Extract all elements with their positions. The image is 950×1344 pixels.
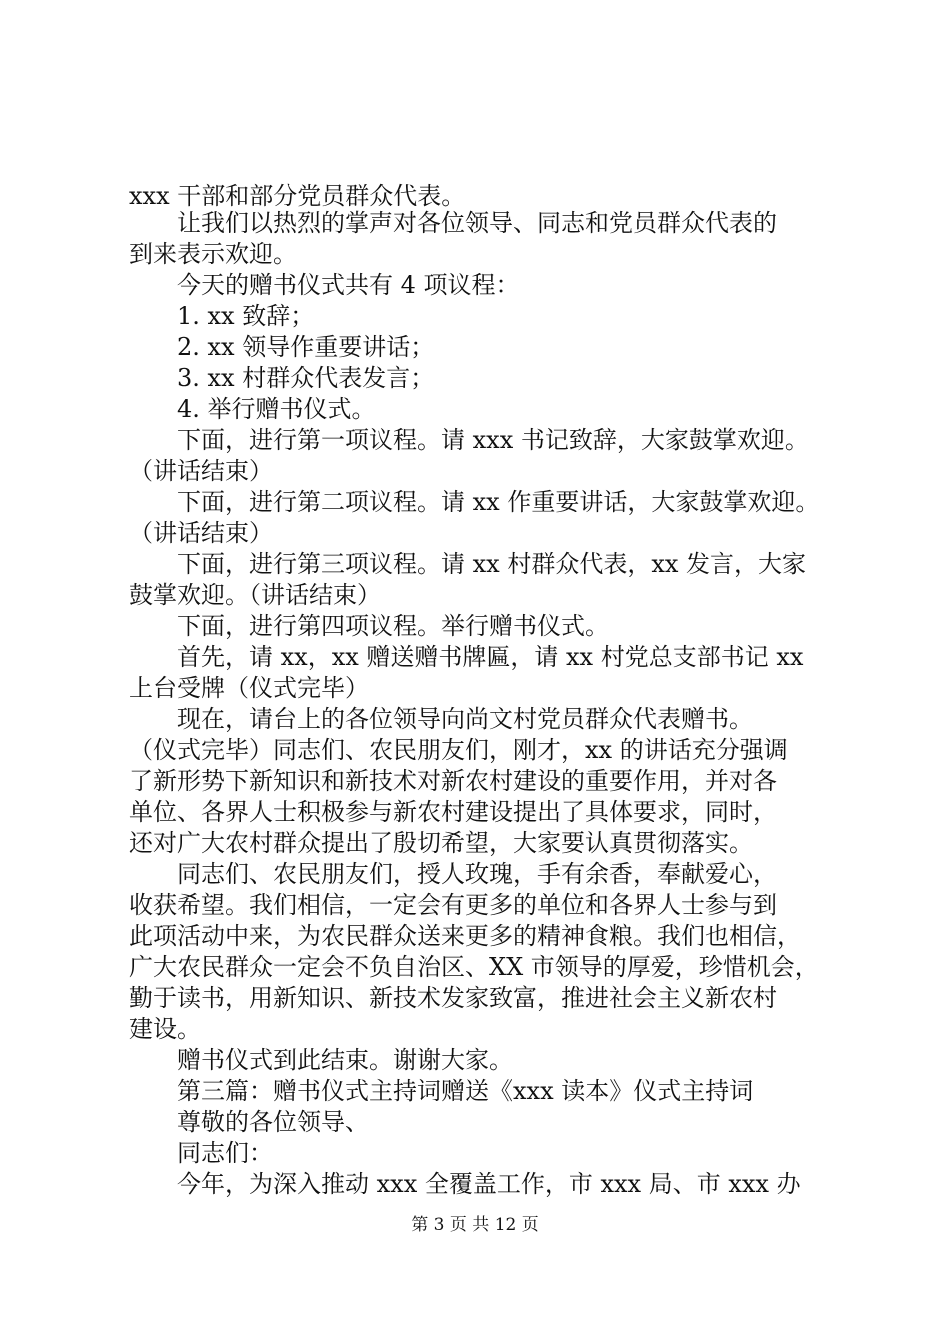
text-line: 今天的赠书仪式共有 4 项议程： [129,271,520,299]
text-line: 下面，进行第四项议程。举行赠书仪式。 [129,612,609,640]
text-line: 同志们： [129,1139,273,1167]
text-line: 建设。 [129,1015,201,1043]
text-line: 今年，为深入推动 xxx 全覆盖工作，市 xxx 局、市 xxx 办 [129,1170,801,1198]
text-line: 还对广大农村群众提出了殷切希望，大家要认真贯彻落实。 [129,829,753,857]
text-line: （仪式完毕）同志们、农民朋友们，刚才，xx 的讲话充分强调 [129,736,788,764]
text-line: 4. 举行赠书仪式。 [129,395,376,423]
text-line: 到来表示欢迎。 [129,240,297,268]
text-line: 下面，进行第一项议程。请 xxx 书记致辞，大家鼓掌欢迎。 [129,426,809,454]
page-footer: 第 3 页 共 12 页 [411,1215,539,1235]
text-line: 了新形势下新知识和新技术对新农村建设的重要作用，并对各 [129,767,777,795]
text-line: 现在，请台上的各位领导向尚文村党员群众代表赠书。 [129,705,753,733]
text-line: 首先，请 xx，xx 赠送赠书牌匾，请 xx 村党总支部书记 xx [129,643,804,671]
text-line: 2. xx 领导作重要讲话； [129,333,435,361]
text-line: 第三篇：赠书仪式主持词赠送《xxx 读本》仪式主持词 [129,1077,754,1105]
text-line: 尊敬的各位领导、 [129,1108,369,1136]
text-line: 下面，进行第三项议程。请 xx 村群众代表，xx 发言，大家 [129,550,807,578]
text-line: 让我们以热烈的掌声对各位领导、同志和党员群众代表的 [129,209,777,237]
text-line: 下面，进行第二项议程。请 xx 作重要讲话，大家鼓掌欢迎。 [129,488,820,516]
text-line: 勤于读书，用新知识、新技术发家致富，推进社会主义新农村 [129,984,777,1012]
text-line: 1. xx 致辞； [129,302,315,330]
text-line: （讲话结束） [129,457,273,485]
text-line: 此项活动中来，为农民群众送来更多的精神食粮。我们也相信， [129,922,801,950]
text-line: 上台受牌（仪式完毕） [129,674,369,702]
text-line: 3. xx 村群众代表发言； [129,364,435,392]
text-line: （讲话结束） [129,519,273,547]
text-line: 赠书仪式到此结束。谢谢大家。 [129,1046,513,1074]
text-line: 鼓掌欢迎。（讲话结束） [129,581,381,609]
text-line: xxx 干部和部分党员群众代表。 [129,182,466,210]
text-line: 广大农民群众一定会不负自治区、XX 市领导的厚爱，珍惜机会， [129,953,819,981]
text-line: 同志们、农民朋友们，授人玫瑰，手有余香，奉献爱心， [129,860,777,888]
text-line: 单位、各界人士积极参与新农村建设提出了具体要求，同时， [129,798,777,826]
text-line: 收获希望。我们相信，一定会有更多的单位和各界人士参与到 [129,891,777,919]
